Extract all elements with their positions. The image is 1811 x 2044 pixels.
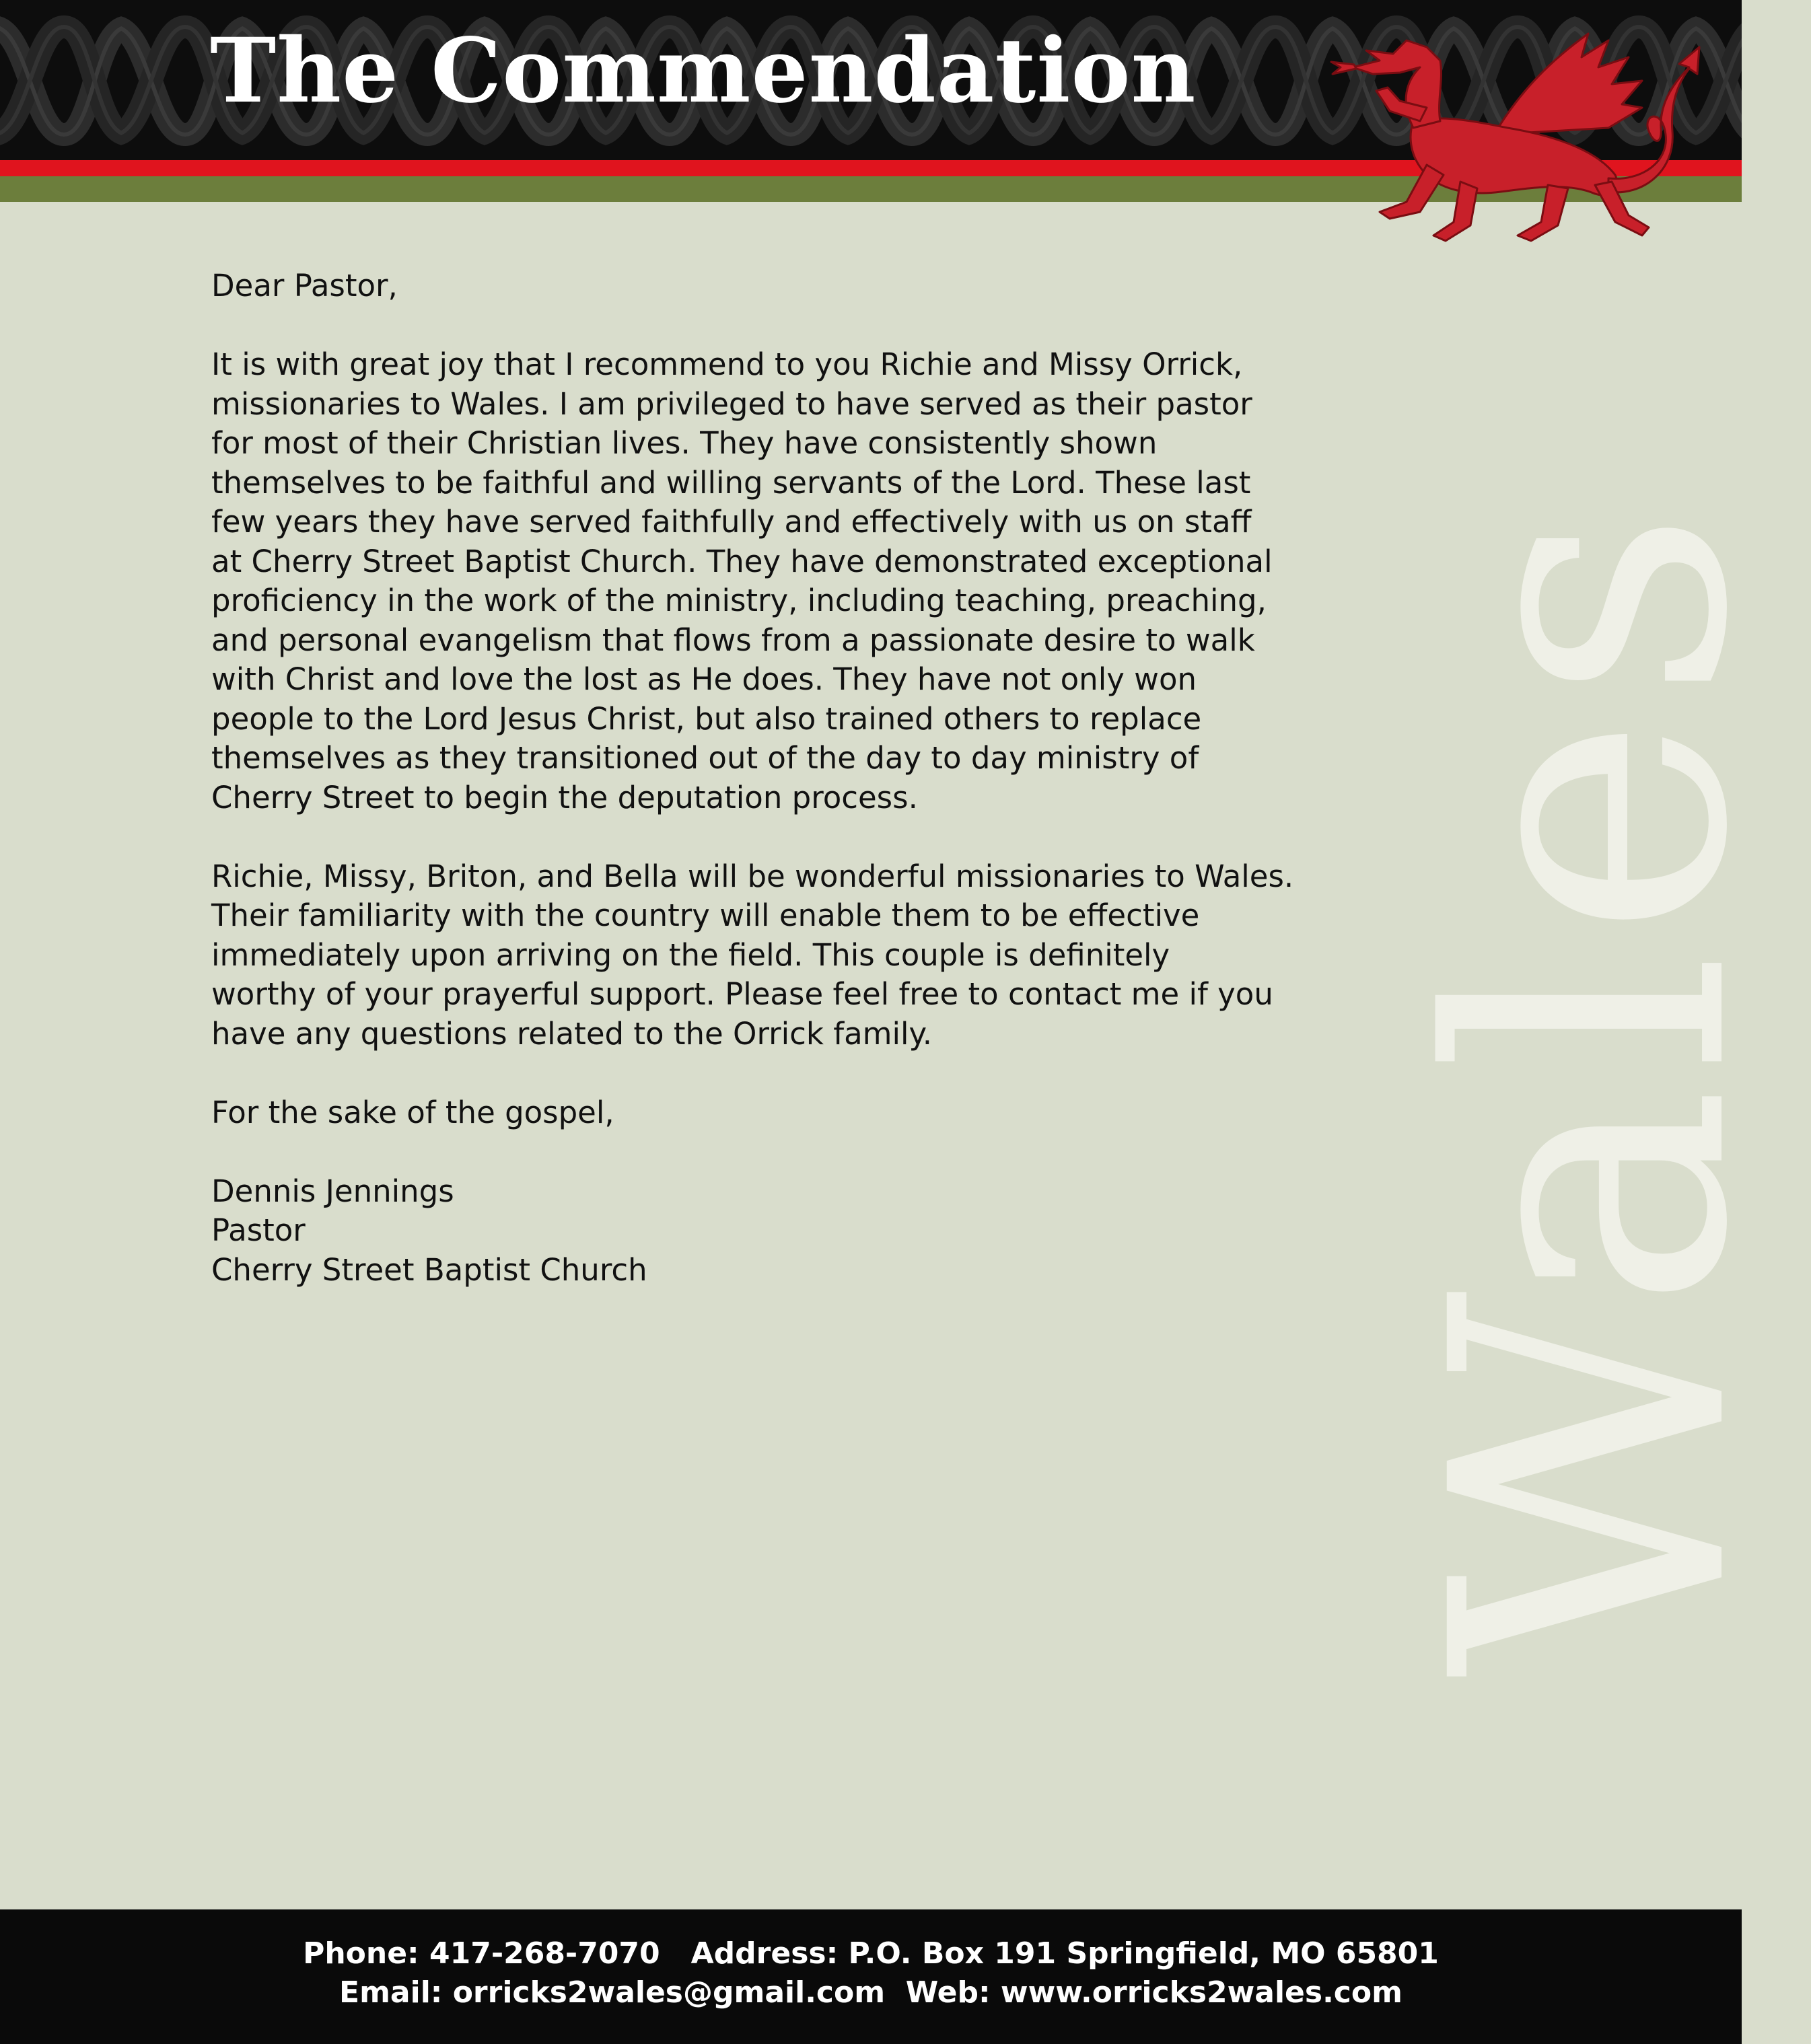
signature-block bbox=[211, 1172, 1443, 1290]
signature-name: Dennis Jennings bbox=[211, 1173, 454, 1209]
signature-title: Pastor bbox=[211, 1212, 306, 1248]
footer-contact bbox=[0, 1909, 1742, 2044]
wales-watermark bbox=[1372, 269, 1811, 1904]
signature-church: Cherry Street Baptist Church bbox=[211, 1251, 647, 1288]
watermark-text: Wales bbox=[1372, 495, 1811, 1679]
footer-email-web: Email: orricks2wales@gmail.com Web: www.orricks2wales.com bbox=[339, 1975, 1402, 2010]
page-title: The Commendation bbox=[210, 19, 1197, 123]
welsh-dragon-icon bbox=[1326, 20, 1703, 249]
paragraph-recommendation: It is with great joy that I recommend to you Richie and Missy Orrick, missionaries to Wales. I am privileged to have served as their pastor for most of their Christian lives. They have consistently shown themselves to be faithful and willing servants of the Lord. These last few years they have served faithfully and effectively with us on staff at Cherry Street Baptist Church. They have demonstrated exceptional proficiency in the work of the ministry, including teaching, preaching, and personal evangelism that flows from a passionate desire to walk with Christ and love the lost as He does. They have not only won people to the Lord Jesus Christ, but also trained others to replace themselves as they transitioned out of the day to day ministry of Cherry Street to begin the deputation process. bbox=[211, 346, 1273, 815]
footer-phone-address: Phone: 417-268-7070 Address: P.O. Box 191 Springfield, MO 65801 bbox=[303, 1936, 1439, 1971]
salutation: Dear Pastor, bbox=[211, 268, 398, 303]
letter-body bbox=[211, 266, 1443, 1290]
paragraph-support: Richie, Missy, Briton, and Bella will be wonderful missionaries to Wales. Their familiarity with the country will enable them to be effective immediately upon arriving on the field. This couple is definitely worthy of your prayerful support. Please feel free to contact me if you have any questions related to the Orrick family. bbox=[211, 858, 1294, 1052]
closing: For the sake of the gospel, bbox=[211, 1094, 614, 1130]
